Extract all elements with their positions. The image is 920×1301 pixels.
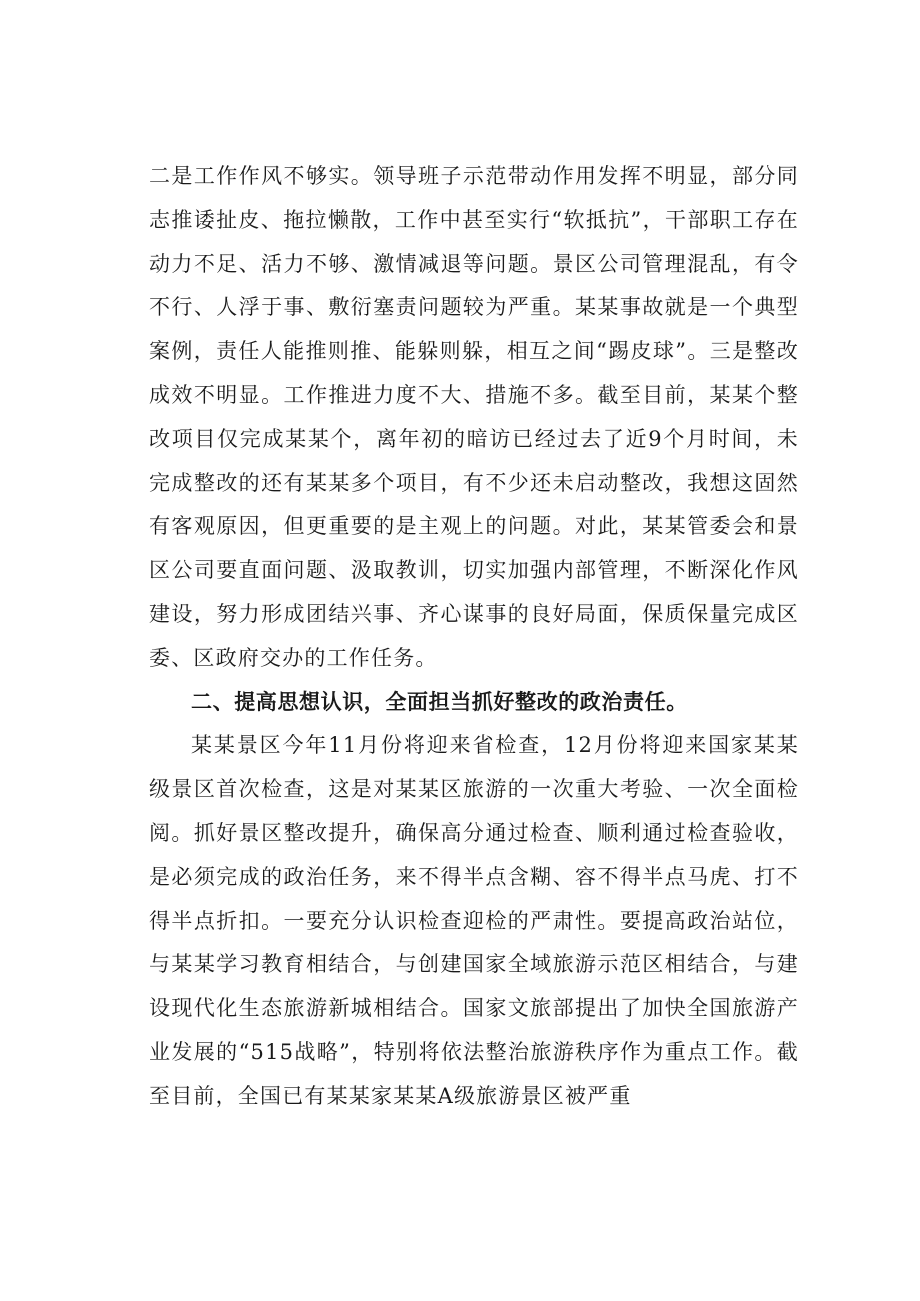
section-heading-two: 二、提高思想认识，全面担当抓好整改的政治责任。 [191,689,688,714]
body-paragraph-continuation: 二是工作作风不够实。领导班子示范带动作用发挥不明显，部分同志推诿扯皮、拖拉懒散，工作中甚至实行“软抵抗”，干部职工存在动力不足、活力不够、激情减退等问题。景区公司管理混乱，有令不行、人浮于事、敷衍塞责问题较为严重。某某事故就是一个典型案例，责任人能推则推、能躲则躲，相互之间“踢皮球”。三是整改成效不明显。工作推进力度不大、措施不多。截至目前，某某个整改项目仅完成某某个，离年初的暗访已经过去了近9个月时间，未完成整改的还有某某多个项目，有不少还未启动整改，我想这固然有客观原因，但更重要的是主观上的问题。对此，某某管委会和景区公司要直面问题、汲取教训，切实加强内部管理，不断深化作风建设，努力形成团结兴事、齐心谋事的良好局面，保质保量完成区委、区政府交办的工作任务。 [149,164,799,670]
document-body [149,155,799,1119]
body-paragraph-section-two: 某某景区今年11月份将迎来省检查，12月份将迎来国家某某级景区首次检查，这是对某某区旅游的一次重大考验、一次全面检阅。抓好景区整改提升，确保高分通过检查、顺利通过检查验收，是必须完成的政治任务，来不得半点含糊、容不得半点马虎、打不得半点折扣。一要充分认识检查迎检的严肃性。要提高政治站位，与某某学习教育相结合，与创建国家全域旅游示范区相结合，与建设现代化生态旅游新城相结合。国家文旅部提出了加快全国旅游产业发展的“515战略”，特别将依法整治旅游秩序作为重点工作。截至目前，全国已有某某家某某A级旅游景区被严重 [149,733,799,1108]
